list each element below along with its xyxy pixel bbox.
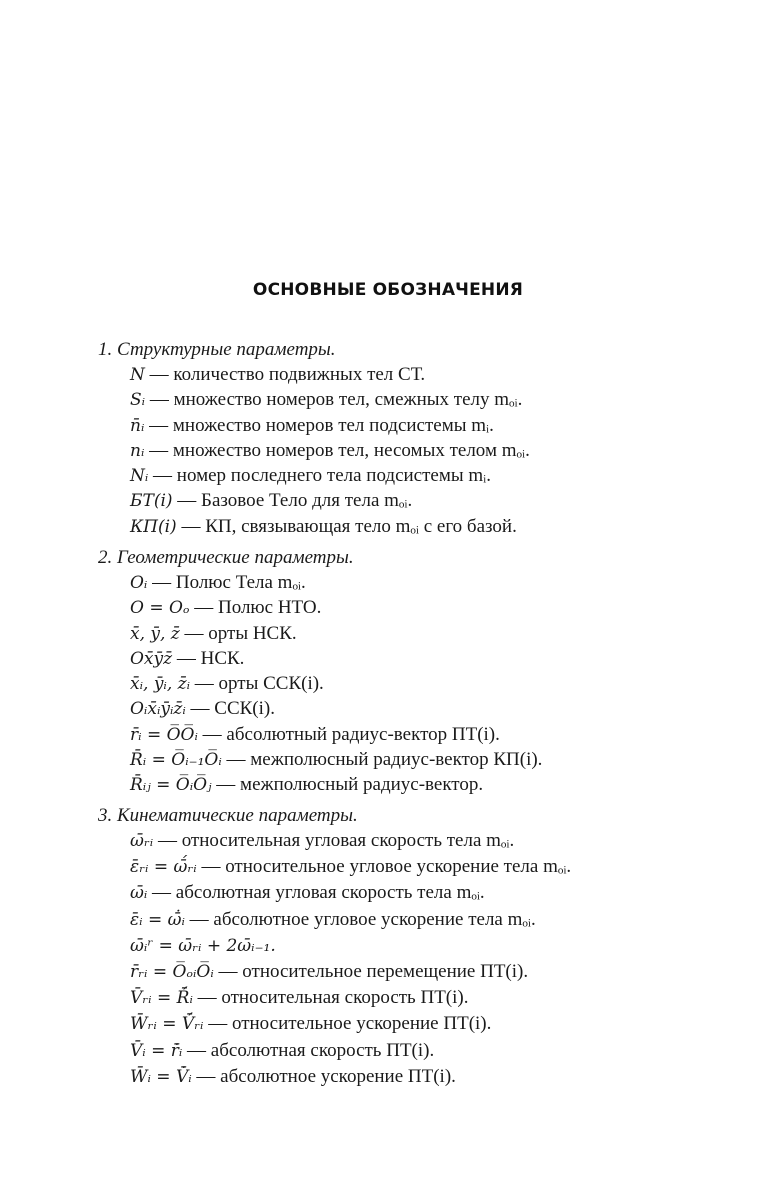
symbol: Nᵢ [130, 466, 149, 487]
description: — множество номеров тел, смежных телу mₒᵢ. [145, 389, 523, 411]
notation-item [98, 828, 758, 854]
notation-item [98, 621, 758, 646]
description: — КП, связывающая тело mₒᵢ с его базой. [176, 515, 517, 537]
notation-item [98, 747, 758, 772]
description: — межполюсный радиус-вектор КП(i). [221, 749, 543, 771]
description: — Базовое Тело для тела mₒᵢ. [172, 490, 413, 512]
description: — ССК(i). [185, 698, 275, 720]
notation-item [98, 696, 758, 721]
notation-item [98, 959, 758, 985]
description: — Полюс Тела mₒᵢ. [147, 572, 306, 593]
description: — абсолютная угловая скорость тела mₒᵢ. [147, 882, 485, 904]
description: — межполюсный радиус-вектор. [211, 774, 484, 796]
symbol: ω̄ᵢ [130, 883, 148, 904]
description: — орты ССК(i). [190, 673, 324, 695]
description: — относительная скорость ПТ(i). [192, 987, 469, 1009]
description: — орты НСК. [179, 622, 297, 644]
symbol: N [130, 365, 145, 385]
symbol: ε̄ᵢ = ω̄̇ᵢ [130, 909, 185, 930]
notation-item [98, 413, 758, 438]
description: — НСК. [172, 647, 245, 669]
notation-item [98, 595, 758, 620]
symbol: nᵢ [130, 440, 145, 461]
symbol: r̄ᵢ = O̅O̅ᵢ [130, 724, 198, 745]
section-heading: 3. Кинематические параметры. [98, 805, 358, 826]
symbol: ω̄ᵣᵢ [130, 831, 154, 851]
description: — Полюс НТО. [189, 597, 322, 619]
notation-item [98, 438, 758, 463]
symbol: O = Oₒ [130, 598, 190, 619]
page-title: ОСНОВНЫЕ ОБОЗНАЧЕНИЯ [252, 280, 524, 300]
description: — абсолютная скорость ПТ(i). [182, 1039, 435, 1061]
section-kinematic [98, 803, 758, 1090]
symbol: W̄ᵣᵢ = V̄́ᵣᵢ [130, 1014, 204, 1035]
notation-item [98, 1011, 758, 1037]
symbol: КП(i) [130, 516, 177, 537]
notation-item [98, 488, 758, 513]
description: — номер последнего тела подсистемы mᵢ. [148, 465, 492, 487]
symbol: Oᵢ [130, 573, 148, 593]
description: — множество номеров тел подсистемы mᵢ. [144, 414, 494, 436]
symbol: V̄ᵣᵢ = R̄́ᵢ [130, 988, 193, 1009]
notation-item [98, 362, 758, 387]
notation-item [98, 880, 758, 906]
description: — относительное перемещение ПТ(i). [213, 960, 529, 982]
notation-item [98, 1038, 758, 1064]
section-heading: 2. Геометрические параметры. [98, 547, 354, 568]
description: — относительное угловое ускорение тела mₒᵢ. [196, 856, 572, 878]
description: — относительное ускорение ПТ(i). [203, 1013, 492, 1035]
notation-item [98, 671, 758, 696]
notation-item [98, 907, 758, 933]
symbol: R̄ᵢⱼ = O̅ᵢO̅ⱼ [130, 775, 212, 796]
description: — множество номеров тел, несомых телом mₒᵢ. [144, 439, 530, 461]
notation-item [98, 854, 758, 880]
symbol: x̄, ȳ, z̄ [130, 623, 180, 644]
notation-item [98, 985, 758, 1011]
notation-item [98, 722, 758, 747]
description: — относительная угловая скорость тела mₒᵢ. [153, 830, 515, 851]
symbol: Oᵢx̄ᵢȳᵢz̄ᵢ [130, 699, 186, 720]
description: — количество подвижных тел СТ. [144, 364, 426, 385]
symbol: r̄ᵣᵢ = O̅ₒᵢO̅ᵢ [130, 961, 214, 982]
symbol: БТ(i) [130, 491, 173, 512]
symbol: R̄ᵢ = O̅ᵢ₋₁O̅ᵢ [130, 750, 222, 771]
notation-item [98, 772, 758, 797]
notation-item [98, 933, 758, 959]
symbol: ε̄ᵣᵢ = ω̄́ᵣᵢ [130, 857, 197, 878]
notation-item [98, 570, 758, 595]
section-structural [98, 337, 758, 539]
description: — абсолютное ускорение ПТ(i). [191, 1065, 456, 1087]
symbol: x̄ᵢ, ȳᵢ, z̄ᵢ [130, 674, 191, 695]
description: — абсолютное угловое ускорение тела mₒᵢ. [184, 908, 536, 930]
notation-item [98, 1064, 758, 1090]
symbol: n̄ᵢ [130, 415, 145, 436]
notation-item [98, 387, 758, 412]
symbol: Ox̄ȳz̄ [130, 648, 173, 669]
section-heading: 1. Структурные параметры. [98, 339, 336, 360]
notation-item [98, 646, 758, 671]
symbol: ω̄ᵢʳ = ω̄ᵣᵢ + 2ω̄ᵢ₋₁. [130, 935, 276, 956]
symbol: Sᵢ [130, 390, 146, 411]
notation-item [98, 514, 758, 539]
symbol: W̄ᵢ = V̄̇ᵢ [130, 1066, 192, 1087]
notation-item [98, 463, 758, 488]
section-geometric [98, 545, 758, 798]
symbol: V̄ᵢ = r̄̇ᵢ [130, 1040, 183, 1061]
description: — абсолютный радиус-вектор ПТ(i). [197, 723, 500, 745]
